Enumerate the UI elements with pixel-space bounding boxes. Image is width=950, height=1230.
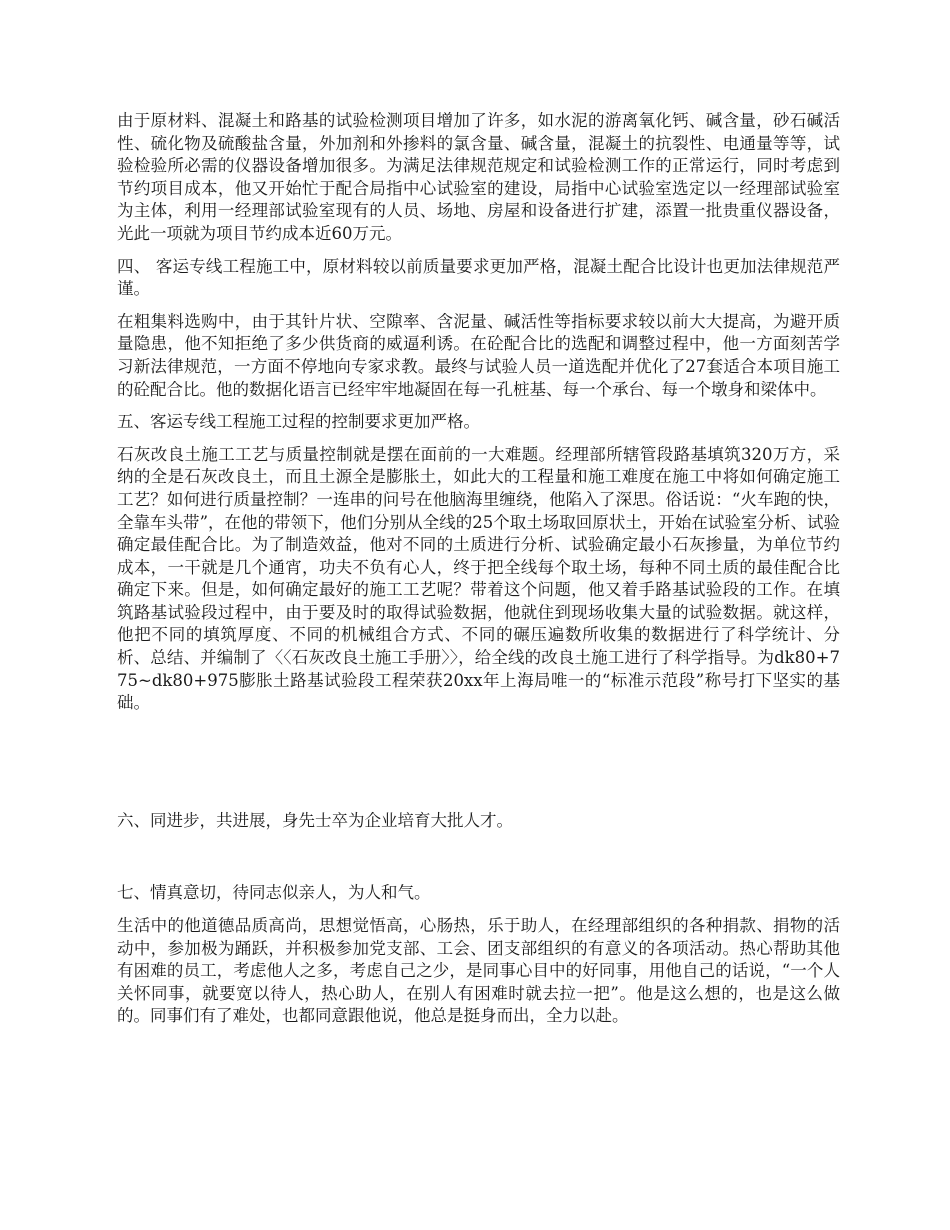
paragraph-lab-equipment: 由于原材料、混凝土和路基的试验检测项目增加了许多，如水泥的游离氧化钙、碱含量，砂石碱活性、硫化物及硫酸盐含量，外加剂和外掺料的氯含量、碱含量，混凝土的抗裂性、电通量等等，试验检验所必需的仪器设备增加很多。为满足法律规范规定和试验检测工作的正常运行，同时考虑到节约项目成本，他又开始忙于配合局指中心试验室的建设，局指中心试验室选定以一经理部试验室为主体，利用一经理部试验室现有的人员、场地、房屋和设备进行扩建，添置一批贵重仪器设备，光此一项就为项目节约成本近60万元。	[117, 111, 840, 243]
heading-section-four: 四、 客运专线工程施工中，原材料较以前质量要求更加严格，混凝土配合比设计也更加法律规范严谨。	[117, 256, 840, 299]
document-body	[117, 110, 840, 1038]
heading-section-five: 五、客运专线工程施工过程的控制要求更加严格。	[117, 412, 480, 432]
heading-section-six: 六、同进步，共进展，身先士卒为企业培育大批人才。	[117, 810, 513, 830]
heading-section-seven: 七、情真意切，待同志似亲人，为人和气。	[117, 883, 431, 903]
paragraph-character: 生活中的他道德品质高尚，思想觉悟高，心肠热，乐于助人，在经理部组织的各种捐款、捐物的活动中，参加极为踊跃，并积极参加党支部、工会、团支部组织的有意义的各项活动。热心帮助其他有困难的员工，考虑他人之多，考虑自己之少，是同事心目中的好同事，用他自己的话说，“一个人关怀同事，就要宽以待人，热心助人，在别人有困难时就去拉一把”。他是这么想的，也是这么做的。同事们有了难处，也都同意跟他说，他总是挺身而出，全力以赴。	[117, 916, 840, 1026]
paragraph-lime-soil: 石灰改良土施工工艺与质量控制就是摆在面前的一大难题。经理部所辖管段路基填筑320万方，采纳的全是石灰改良土，而且土源全是膨胀土，如此大的工程量和施工难度在施工中将如何确定施工工艺？如何进行质量控制？一连串的问号在他脑海里缠绕，他陷入了深思。俗话说：“火车跑的快，全靠车头带”，在他的带领下，他们分别从全线的25个取土场取回原状土，开始在试验室分析、试验确定最佳配合比。为了制造效益，他对不同的土质进行分析、试验确定最小石灰掺量，为单位节约成本，一干就是几个通宵，功夫不负有心人，终于把全线每个取土场，每种不同土质的最佳配合比确定下来。但是，如何确定最好的施工工艺呢？带着这个问题，他又着手路基试验段的工作。在填筑路基试验段过程中，由于要及时的取得试验数据，他就住到现场收集大量的试验数据。就这样，他把不同的填筑厚度、不同的机械组合方式、不同的碾压遍数所收集的数据进行了科学统计、分析、总结、并编制了〈〈石灰改良土施工手册〉〉，给全线的改良土施工进行了科学指导。为dk80+775~dk80+975膨胀土路基试验段工程荣获20xx年上海局唯一的“标准示范段”称号打下坚实的基础。	[117, 444, 840, 713]
blank-spacer	[117, 725, 840, 810]
blank-spacer	[117, 842, 840, 882]
paragraph-aggregate-selection: 在粗集料选购中，由于其针片状、空隙率、含泥量、碱活性等指标要求较以前大大提高，为避开质量隐患，他不知拒绝了多少供货商的威逼利诱。在砼配合比的选配和调整过程中，他一方面刻苦学习新法律规范，一方面不停地向专家求教。最终与试验人员一道选配并优化了27套适合本项目施工的砼配合比。他的数据化语言已经牢牢地凝固在每一孔桩基、每一个承台、每一个墩身和梁体中。	[117, 311, 840, 399]
